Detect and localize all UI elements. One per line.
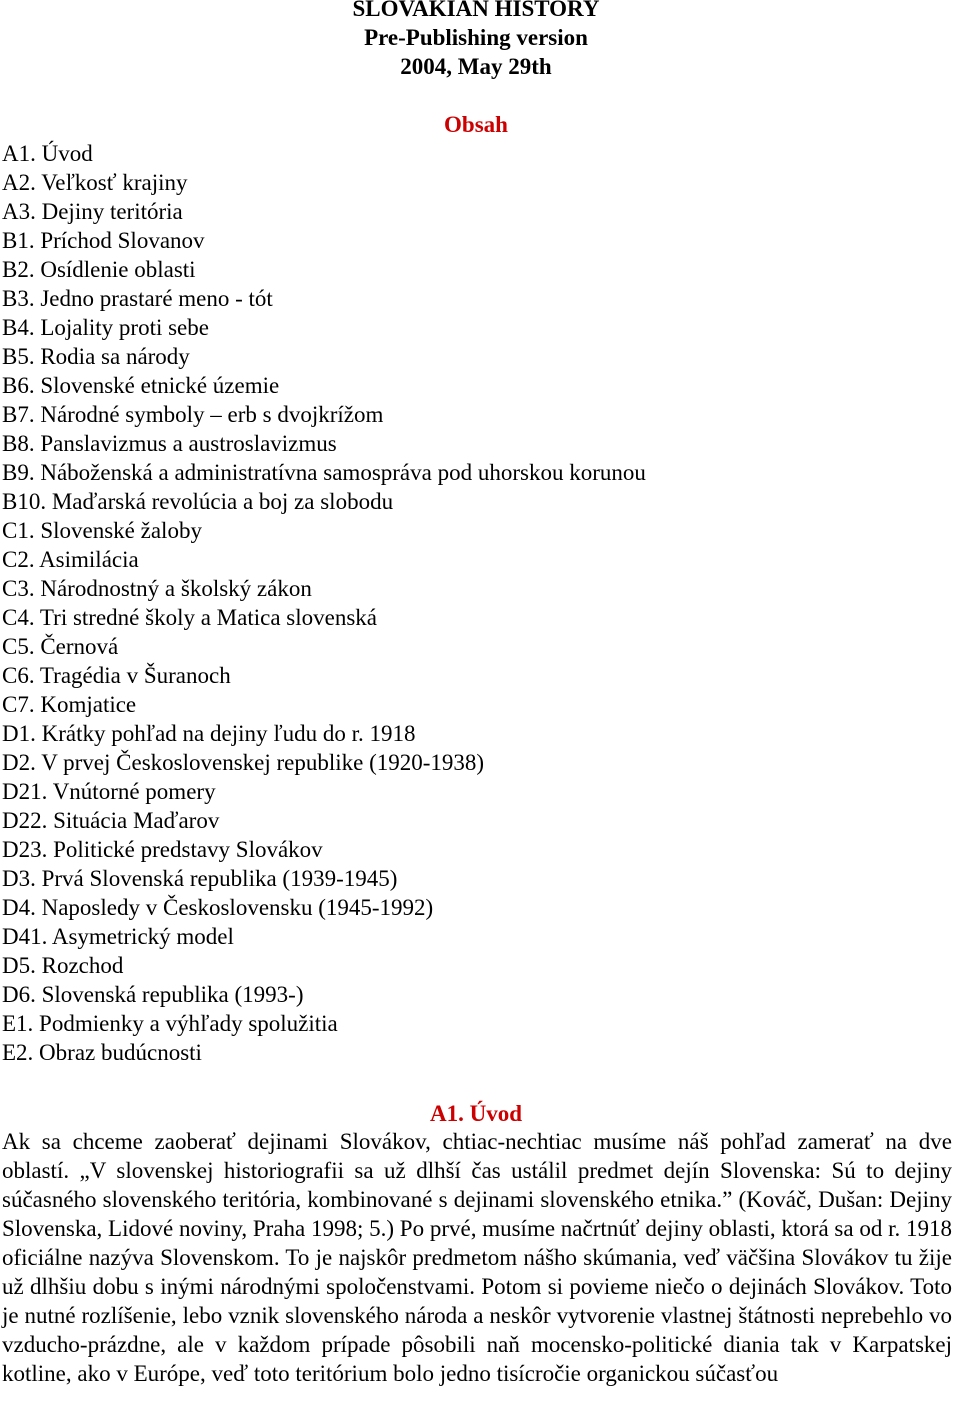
toc-item: B7. Národné symboly – erb s dvojkrížom <box>2 402 384 427</box>
toc-item: B6. Slovenské etnické územie <box>2 373 280 398</box>
document-header <box>0 0 952 81</box>
toc-item: C6. Tragédia v Šuranoch <box>2 663 231 688</box>
section-paragraph: Ak sa chceme zaoberať dejinami Slovákov, chtiac-nechtiac musíme náš pohľad zamerať na dve oblastí. „V slovenskej historiografii sa už dlhší čas ustálil predmet dejín Slovenska: Sú to dejiny súčasného slovenského teritória, kombinované s dejinami slovenského etnika.” (Kováč, Dušan: Dejiny Slovenska, Lidové noviny, Praha 1998; 5.) Po prvé, musíme načrtnúť dejiny oblasti, ktorá sa od r. 1918 oficiálne nazýva Slovenskom. To je najskôr predmetom nášho skúmania, veď väčšina Slovákov tu žije už dlhšiu dobu s inými národnými spoločenstvami. Potom si povieme niečo o dejinách Slovákov. Toto je nutné rozlíšenie, lebo vznik slovenského národa a neskôr vytvorenie vlastnej štátnosti neprebehlo vo vzducho-prázdne, ale v každom prípade pôsobili naň mocensko-politické diania tak v Karpatskej kotline, ako v Európe, veď toto teritórium bolo jedno tisícročie organickou súčasťou <box>2 1129 952 1386</box>
toc-item: C4. Tri stredné školy a Matica slovenská <box>2 605 377 630</box>
toc-item: B2. Osídlenie oblasti <box>2 257 196 282</box>
document-title: SLOVAKIAN HISTORY <box>352 0 600 21</box>
toc-item: E2. Obraz budúcnosti <box>2 1040 202 1065</box>
toc-item: D5. Rozchod <box>2 953 124 978</box>
toc-item: B3. Jedno prastaré meno - tót <box>2 286 273 311</box>
toc-item: B5. Rodia sa národy <box>2 344 190 369</box>
toc-item: D41. Asymetrický model <box>2 924 234 949</box>
toc-item: B8. Panslavizmus a austroslavizmus <box>2 431 337 456</box>
toc-item: A3. Dejiny teritória <box>2 199 183 224</box>
toc-item: C7. Komjatice <box>2 692 137 717</box>
toc-item: D6. Slovenská republika (1993-) <box>2 982 304 1007</box>
toc-item: C1. Slovenské žaloby <box>2 518 202 543</box>
toc-item: D21. Vnútorné pomery <box>2 779 216 804</box>
toc-item: B9. Náboženská a administratívna samospráva pod uhorskou korunou <box>2 460 646 485</box>
toc-item: A1. Úvod <box>2 141 93 166</box>
toc-item: D23. Politické predstavy Slovákov <box>2 837 323 862</box>
toc-item: D3. Prvá Slovenská republika (1939-1945) <box>2 866 398 891</box>
toc-item: D1. Krátky pohľad na dejiny ľudu do r. 1918 <box>2 721 416 746</box>
toc-item: D2. V prvej Československej republike (1920-1938) <box>2 750 485 775</box>
toc-item: D22. Situácia Maďarov <box>2 808 220 833</box>
toc-item: B10. Maďarská revolúcia a boj za slobodu <box>2 489 394 514</box>
document-date: 2004, May 29th <box>400 54 552 79</box>
toc-item: A2. Veľkosť krajiny <box>2 170 188 195</box>
toc-item: D4. Naposledy v Československu (1945-1992) <box>2 895 434 920</box>
document-subtitle: Pre-Publishing version <box>364 25 588 50</box>
toc-item: C5. Černová <box>2 634 119 659</box>
toc-item: C2. Asimilácia <box>2 547 139 572</box>
table-of-contents <box>2 139 646 1067</box>
toc-item: B1. Príchod Slovanov <box>2 228 205 253</box>
toc-item: C3. Národnostný a školský zákon <box>2 576 312 601</box>
toc-item: B4. Lojality proti sebe <box>2 315 209 340</box>
toc-item: E1. Podmienky a výhľady spolužitia <box>2 1011 338 1036</box>
toc-heading: Obsah <box>444 112 508 137</box>
section-heading: A1. Úvod <box>429 1101 522 1126</box>
